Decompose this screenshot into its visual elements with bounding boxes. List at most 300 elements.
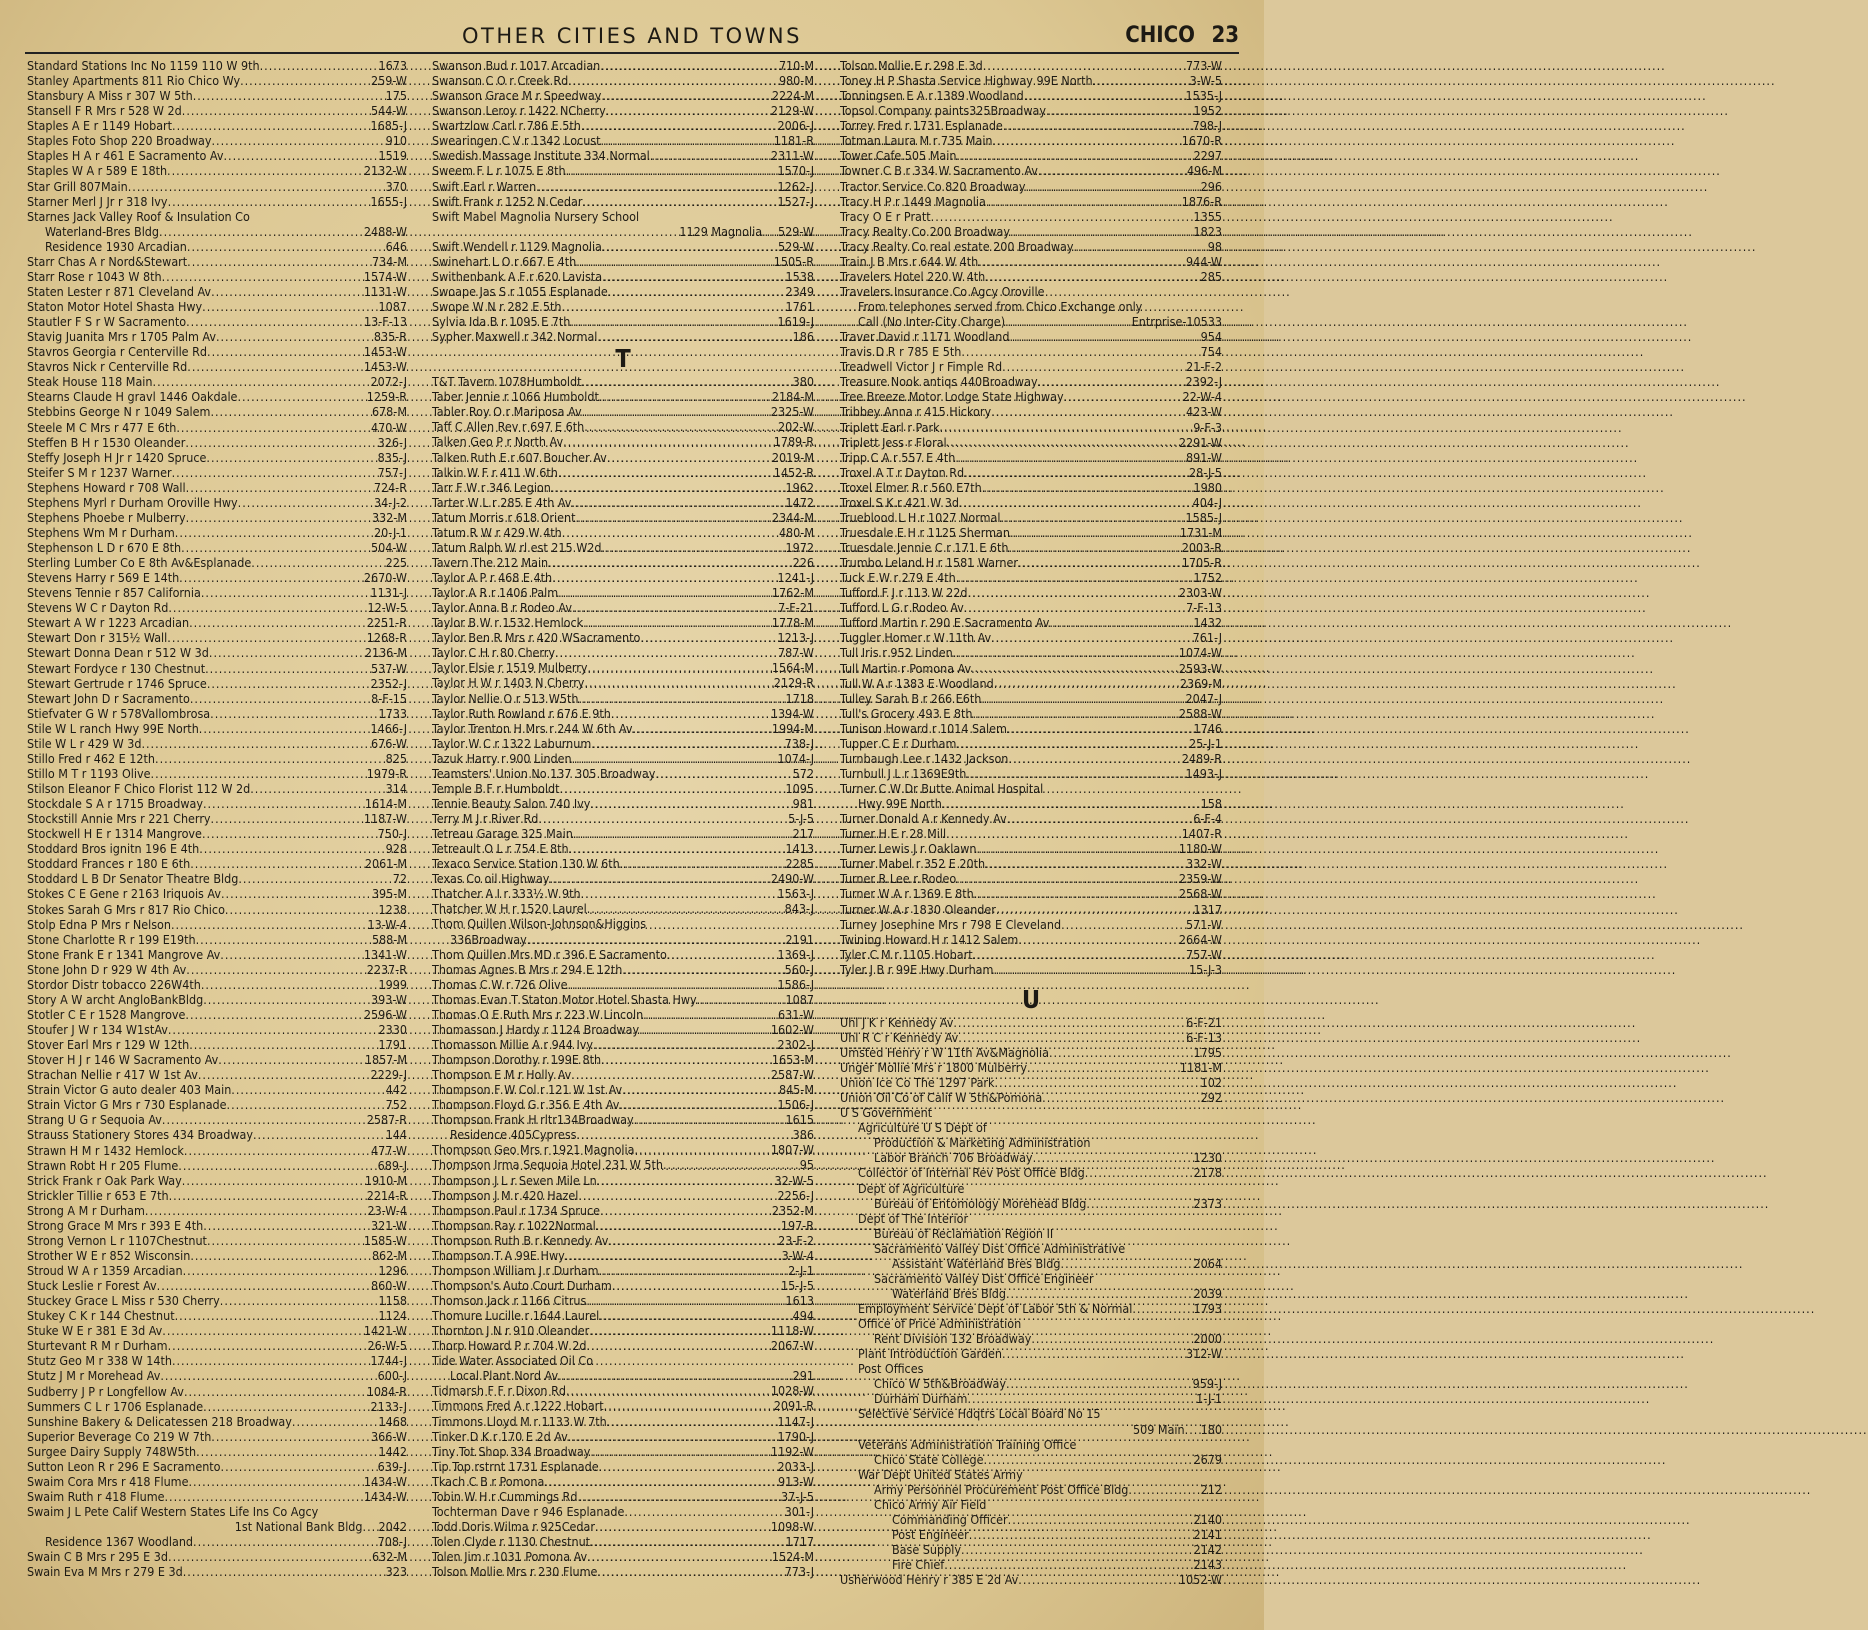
phone-number: 2229-J (370, 1067, 407, 1083)
phone-number: 197-R (780, 1217, 814, 1233)
listing-row (27, 766, 407, 781)
listing-row (27, 992, 407, 1007)
leader-dots (199, 721, 371, 736)
leader-dots (169, 1188, 367, 1203)
phone-number: 1910-M (364, 1172, 407, 1188)
listing-row (27, 691, 407, 706)
listing-row (432, 645, 814, 660)
listing-name: Taylor B W r 1532 Hemlock (432, 615, 584, 631)
phone-number: 226 (792, 554, 814, 570)
phone-number: 1453-W (363, 359, 407, 375)
listing-name: Swaim Ruth r 418 Flume (27, 1488, 165, 1504)
leader-dots (181, 540, 371, 555)
listing-row (27, 1082, 407, 1097)
leader-dots (563, 434, 774, 449)
listing-name: Plant Introduction Garden (858, 1346, 1003, 1362)
listing-row (840, 420, 1222, 435)
phone-number: 2214-R (366, 1187, 407, 1203)
leader-dots (544, 1474, 778, 1489)
leader-dots (607, 1414, 778, 1429)
leader-dots (145, 1203, 368, 1218)
listing-name: Post Engineer (892, 1526, 969, 1542)
phone-number: 1602-W (770, 1021, 814, 1037)
leader-dots (601, 1052, 772, 1067)
phone-number: 835-J (377, 449, 407, 465)
listing-row (840, 1512, 1222, 1527)
phone-number: 7-F-21 (778, 600, 814, 616)
phone-number: 2490-W (770, 871, 814, 887)
leader-dots (1007, 811, 1194, 826)
leader-dots (292, 1414, 379, 1429)
leader-dots (586, 1293, 785, 1308)
listing-name: Story A W archt AngloBankBldg (27, 991, 204, 1007)
leader-dots (944, 1557, 1193, 1572)
listing-name: Temple B F r Humboldt (432, 780, 560, 796)
listing-name: Travelers Hotel 220 W 4th (840, 268, 986, 284)
listing-row (840, 450, 1222, 465)
phone-number: 1744-J (370, 1353, 407, 1369)
leader-dots (212, 133, 386, 148)
phone-number: 1705-R (1181, 555, 1222, 571)
phone-number: 404-J (1192, 494, 1222, 510)
leader-dots (570, 314, 777, 329)
listing-row (840, 1346, 1222, 1361)
leader-dots (597, 1173, 775, 1188)
leader-dots (1008, 751, 1181, 766)
listing-name: Thatcher A I r 333½ W 9th (432, 886, 581, 902)
listing-name: Turner W A r 1369 E 8th (840, 886, 974, 902)
listing-name: Troxel Elmer R r 560 E7th (840, 479, 982, 495)
listing-name: Tracy O E r Pratt (840, 208, 931, 224)
listing-name: Strother W E r 852 Wisconsin (27, 1247, 191, 1263)
phone-number: 2373 (1193, 1195, 1222, 1211)
leader-dots (635, 1142, 771, 1157)
leader-dots (985, 269, 1200, 284)
phone-number: 2067-W (770, 1338, 814, 1354)
listing-row (27, 435, 407, 450)
leader-dots (994, 676, 1180, 691)
listing-name: Stolp Edna P Mrs r Nelson (27, 916, 171, 932)
listing-name: Turnbull J L r 1369E9th (840, 765, 967, 781)
listing-row (432, 1323, 814, 1338)
listing-name: Texaco Service Station 130 W 6th (432, 856, 620, 872)
listing-name: Stoddard Frances r 180 E 6th (27, 856, 191, 872)
leader-dots (622, 1082, 779, 1097)
listing-name: Stavros Nick r Centerville Rd (27, 359, 188, 375)
page-number: 23 (1211, 23, 1239, 48)
listing-name: Tkach C B r Pomona (432, 1473, 545, 1489)
listing-name: Thomas C W r 726 Olive (432, 976, 568, 992)
listing-name: Stotler C E r 1528 Mangrove (27, 1006, 186, 1022)
listing-row (432, 224, 814, 239)
leader-dots (141, 736, 371, 751)
listing-heading: Starnes Jack Valley Roof & Insulation Co (27, 208, 250, 224)
leader-dots (976, 841, 1178, 856)
listing-name: Thompson J M r 420 Hazel (432, 1187, 579, 1203)
listing-name: Tractor Service Co 820 Broadway (840, 178, 1026, 194)
listing-row (27, 1384, 407, 1399)
leader-dots (1049, 1045, 1194, 1060)
leader-dots (697, 992, 786, 1007)
phone-number: 1187-W (363, 811, 407, 827)
phone-number: 2006-J (777, 118, 814, 134)
listing-name: Strick Frank r Oak Park Way (27, 1172, 182, 1188)
phone-number: 301-J (784, 1503, 814, 1519)
listing-name: Tull Martin r Pomona Av (840, 660, 972, 676)
leader-dots (1018, 932, 1179, 947)
phone-number: 15-J-3 (1189, 961, 1222, 977)
leader-dots (220, 947, 364, 962)
listing-row (27, 1308, 407, 1323)
listing-row (27, 706, 407, 721)
listing-name: Unger Mollie Mrs r 1800 Mulberry (840, 1060, 1027, 1075)
listing-row (27, 525, 407, 540)
phone-number: 2237-R (366, 961, 407, 977)
phone-number: 891-W (1186, 449, 1222, 465)
leader-dots (203, 1399, 370, 1414)
listing-row (27, 1429, 407, 1444)
listing-row (27, 781, 407, 796)
phone-number: 678-M (371, 404, 407, 420)
listing-name: Staples A E r 1149 Hobart (27, 118, 173, 134)
phone-number: 2587-W (770, 1067, 814, 1083)
listing-name: Stansell F R Mrs r 528 W 2d (27, 103, 182, 119)
listing-name: Starr Chas A r Nord&Stewart (27, 253, 188, 269)
phone-number: 588-M (371, 931, 407, 947)
phone-number: 1453-W (363, 344, 407, 360)
listing-row (432, 1293, 814, 1308)
listing-name: Tetreault O L r 754 E 8th (432, 841, 569, 857)
phone-number: 2303-W (1178, 585, 1222, 601)
leader-dots (601, 133, 774, 148)
leader-dots (1093, 73, 1190, 88)
phone-number: 496-M (1186, 163, 1222, 179)
phone-number: 2000 (1193, 1331, 1222, 1347)
phone-number: 2072-J (370, 374, 407, 390)
leader-dots (549, 871, 770, 886)
listing-row (432, 977, 814, 992)
phone-number: Entrprise-10533 (1131, 314, 1222, 330)
listing-row (840, 1482, 1222, 1497)
leader-dots (599, 1308, 792, 1323)
phone-number: 1717 (785, 1534, 814, 1549)
phone-number: 1752 (1193, 570, 1222, 586)
phone-number: 1962 (785, 479, 814, 495)
leader-dots (189, 1037, 378, 1052)
listing-name: Stephens Wm M r Durham (27, 524, 175, 540)
phone-number: 1087 (785, 991, 814, 1007)
leader-dots (238, 495, 374, 510)
listing-row (432, 856, 814, 871)
listing-name: Sweem F L r 1075 E 8th (432, 163, 566, 179)
phone-number: 1790-J (777, 1428, 814, 1444)
phone-number: 6-F-13 (1186, 1029, 1222, 1045)
listing-row (840, 706, 1222, 721)
listing-row (840, 179, 1222, 194)
listing-row (840, 886, 1222, 901)
phone-number: 798-J (1192, 118, 1222, 134)
listing-row (432, 1112, 814, 1127)
phone-number: 2349 (785, 283, 814, 299)
listing-row (27, 179, 407, 194)
leader-dots (576, 1127, 792, 1142)
listing-row (432, 118, 814, 133)
listing-name: Surgee Dairy Supply 748W5th (27, 1443, 197, 1459)
listing-row (432, 1173, 814, 1188)
listing-row (27, 1549, 407, 1564)
phone-number: 1421-W (363, 1323, 407, 1339)
phone-number: 787-W (778, 645, 814, 661)
listing-name: Tracy Realty Co 200 Broadway (840, 223, 1010, 239)
listing-row (432, 901, 814, 916)
phone-number: 1585-J (1185, 509, 1222, 525)
leader-dots (238, 871, 392, 886)
listing-row (27, 1353, 407, 1368)
leader-dots (206, 450, 377, 465)
listing-heading: Swift Mabel Magnolia Nursery School (432, 208, 640, 224)
listing-row (432, 1534, 814, 1549)
leader-dots (189, 615, 367, 630)
listing-row (840, 540, 1222, 555)
phone-number: 37-J-5 (781, 1488, 814, 1504)
listing-name: Tyler J B r 99E Hwy Durham (840, 961, 994, 977)
listing-name: Tarr F W r 346 Legion (432, 479, 551, 495)
leader-dots (984, 1452, 1194, 1467)
listing-name: Stukey C K r 144 Chestnut (27, 1308, 175, 1324)
listing-name: Swanson Bud r 1017 Arcadian (432, 58, 601, 73)
phone-number: 1180-W (1178, 841, 1222, 857)
phone-number: 632-M (371, 1549, 407, 1565)
phone-number: 761-J (1192, 630, 1222, 646)
listing-name: Residence 1930 Arcadian (45, 238, 187, 254)
listing-name: Talken Geo P r North Av (432, 434, 564, 450)
listing-row (840, 932, 1222, 947)
listing-row (432, 374, 814, 389)
leader-dots (967, 585, 1178, 600)
leader-dots (572, 600, 778, 615)
phone-number: 1442 (378, 1443, 407, 1459)
phone-number: 757-J (377, 464, 407, 480)
leader-dots (186, 314, 364, 329)
listing-row (27, 585, 407, 600)
listing-name: Swift Wendell r 1129 Magnolia (432, 238, 602, 254)
phone-number: 1613 (785, 1293, 814, 1308)
listing-row (840, 1527, 1222, 1542)
directory-column-1 (27, 58, 407, 1579)
leader-dots (600, 58, 779, 73)
listing-row (840, 359, 1222, 374)
phone-number: 1563-J (777, 886, 814, 902)
phone-number: 1574-W (363, 268, 407, 284)
leader-dots (639, 1022, 771, 1037)
listing-row (840, 194, 1222, 209)
listing-row (432, 691, 814, 706)
listing-name: Thompson Floyd G r 356 E 4th Av (432, 1097, 620, 1113)
listing-row (840, 796, 1222, 811)
phone-number: 1493-J (1185, 765, 1222, 781)
phone-number: 710-M (778, 58, 814, 73)
listing-name: Turner W A r 1830 Oleander (840, 901, 996, 917)
leader-dots (1006, 1286, 1194, 1301)
listing-name: Tavern The 212 Main (432, 554, 549, 570)
leader-dots (953, 645, 1179, 660)
listing-row (840, 721, 1222, 736)
leader-dots (595, 1519, 771, 1534)
phone-number: 1147-J (777, 1413, 814, 1429)
listing-row (432, 630, 814, 645)
listing-name: Terry M J r River Rd (432, 811, 539, 826)
leader-dots (185, 1007, 364, 1022)
phone-number: 20-J-1 (374, 524, 407, 540)
listing-row (27, 450, 407, 465)
listing-name: Taylor C H r 80 Cherry (432, 645, 556, 661)
listing-name: Strain Victor G auto dealer 403 Main (27, 1082, 232, 1098)
listing-row (27, 359, 407, 374)
phone-number: 2297 (1193, 148, 1222, 164)
listing-name: Taylor A P r 468 E 4th (432, 570, 553, 585)
phone-number: 825 (385, 750, 407, 766)
phone-number: 1262-J (777, 178, 814, 194)
listing-row (432, 1504, 814, 1519)
listing-row (432, 1067, 814, 1082)
listing-name: Swanson Grace M r Speedway (432, 88, 602, 104)
leader-dots (599, 389, 772, 404)
phone-number: 212 (1200, 1481, 1222, 1497)
listing-heading: Travelers Insurance Co Agcy Oroville (840, 283, 1045, 299)
phone-number: 773-W (1186, 58, 1222, 73)
listing-row (432, 1368, 814, 1383)
listing-name: Stevens Harry r 569 E 14th (27, 570, 180, 586)
listing-row (27, 736, 407, 751)
listing-name: Taylor A R r 1406 Palm (432, 585, 559, 601)
phone-number: 102 (1200, 1075, 1222, 1091)
phone-number: 1296 (378, 1263, 407, 1278)
phone-number: 26-W-5 (367, 1338, 407, 1354)
listing-name: Thatcher W H r 1520 Laurel (432, 901, 587, 917)
listing-heading: Swaim J L Pete Calif Western States Life Ins Co Agcy (27, 1504, 319, 1519)
phone-number: 2311-W (770, 148, 814, 164)
listing-name: 1st National Bank Bldg (234, 1519, 363, 1535)
phone-number: 2285 (785, 856, 814, 872)
leader-dots (196, 932, 372, 947)
listing-row (840, 676, 1222, 691)
listing-name: Thompson Ruth B r Kennedy Av (432, 1232, 609, 1248)
listing-row (27, 1112, 407, 1127)
leader-dots (1064, 389, 1183, 404)
listing-name: Swinehart L O r 667 E 4th (432, 253, 577, 269)
leader-dots (555, 645, 778, 660)
phone-number: 3-W-4 (781, 1247, 814, 1263)
listing-name: Commanding Officer (892, 1511, 1008, 1527)
listing-row (840, 766, 1222, 781)
leader-dots (956, 736, 1189, 751)
listing-row (432, 1383, 814, 1398)
leader-dots (568, 1429, 778, 1444)
listing-row (432, 58, 814, 73)
listing-name: Stewart Donna Dean r 512 W 3d (27, 645, 209, 661)
phone-number: 1268-R (366, 630, 407, 646)
listing-row (840, 329, 1222, 344)
listing-row (840, 374, 1222, 389)
leader-dots (207, 1233, 364, 1248)
listing-name: Staples Foto Shop 220 Broadway (27, 133, 212, 149)
listing-name: Trumbo Leland H r 1581 Warner (840, 555, 1018, 571)
listing-name: Stevens Tennie r 857 California (27, 585, 201, 601)
leader-dots (590, 1534, 785, 1549)
listing-name: Tower Cafe 505 Main (840, 148, 957, 164)
listing-name: Texas Co oil Highway (432, 871, 550, 887)
phone-number: 1670-R (1181, 133, 1222, 149)
listing-row (840, 525, 1222, 540)
listing-name: Truesdale E H r 1125 Sherman (840, 524, 1010, 540)
listing-name: Towner C B r 334 W Sacramento Av (840, 163, 1038, 179)
listing-name: Starr Rose r 1043 W 8th (27, 268, 162, 284)
leader-dots (218, 1052, 365, 1067)
listing-heading: Sacramento Valley Dist Office Administrative (874, 1240, 1126, 1256)
listing-row (432, 239, 814, 254)
phone-number: 1761 (785, 299, 814, 314)
listing-row (27, 1248, 407, 1263)
listing-name: Tull Iris r 952 Linden (840, 645, 953, 661)
listing-heading: Bureau of Reclamation Region II (874, 1225, 1054, 1241)
leader-dots (993, 133, 1182, 148)
listing-row (840, 1391, 1222, 1406)
phone-number: 631-W (778, 1006, 814, 1022)
phone-number: 314 (385, 781, 407, 796)
phone-number: 175 (385, 88, 407, 104)
listing-row (432, 1489, 814, 1504)
listing-name: Sutton Leon R r 296 E Sacramento (27, 1458, 221, 1474)
listing-name: Stoufer J W r 134 W1stAv (27, 1022, 168, 1037)
leader-dots (193, 88, 386, 103)
listing-name: Stavros Georgia r Centerville Rd (27, 344, 208, 360)
phone-number: 1259-R (366, 389, 407, 405)
listing-row (432, 254, 814, 269)
phone-number: 913-W (778, 1473, 814, 1489)
listing-name: Tripp C A r 557 E 4th (840, 449, 956, 465)
listing-name: Call (No Inter-City Charge) (858, 314, 1006, 330)
phone-number: 959-J (1192, 1376, 1222, 1392)
leader-dots (958, 1030, 1186, 1045)
listing-name: Swoape Jas S r 1055 Esplanade (432, 283, 608, 299)
leader-dots (955, 450, 1186, 465)
leader-dots (578, 691, 785, 706)
listing-row (27, 284, 407, 299)
listing-row (432, 1519, 814, 1534)
leader-dots (640, 630, 777, 645)
listing-name: Tufford F J r 113 W 22d (840, 585, 968, 601)
listing-name: Thomure Lucille r 1644 Laurel (432, 1308, 600, 1324)
phone-number: 13-F-13 (364, 314, 407, 330)
listing-name: Triplett Earl r Park (840, 419, 940, 435)
leader-dots (203, 992, 371, 1007)
listing-row (27, 1052, 407, 1067)
page-header (25, 22, 1239, 54)
listing-name: Stillo Fred r 462 E 12th (27, 750, 156, 766)
listing-row (840, 1060, 1222, 1075)
phone-number: 6-F-4 (1193, 811, 1222, 827)
listing-row (27, 1218, 407, 1233)
listing-name: Tennie Beauty Salon 740 Ivy (432, 795, 591, 811)
listing-row (27, 133, 407, 148)
listing-name: Swithenbank A F r 620 Lavista (432, 268, 603, 284)
leader-dots (597, 1564, 784, 1579)
leader-dots (942, 796, 1201, 811)
listing-row (840, 435, 1222, 450)
listing-name: Turner R Lee r Rodeo (840, 871, 957, 887)
listing-name: Starner Merl J Jr r 318 Ivy (27, 193, 168, 209)
leader-dots (565, 1248, 782, 1263)
